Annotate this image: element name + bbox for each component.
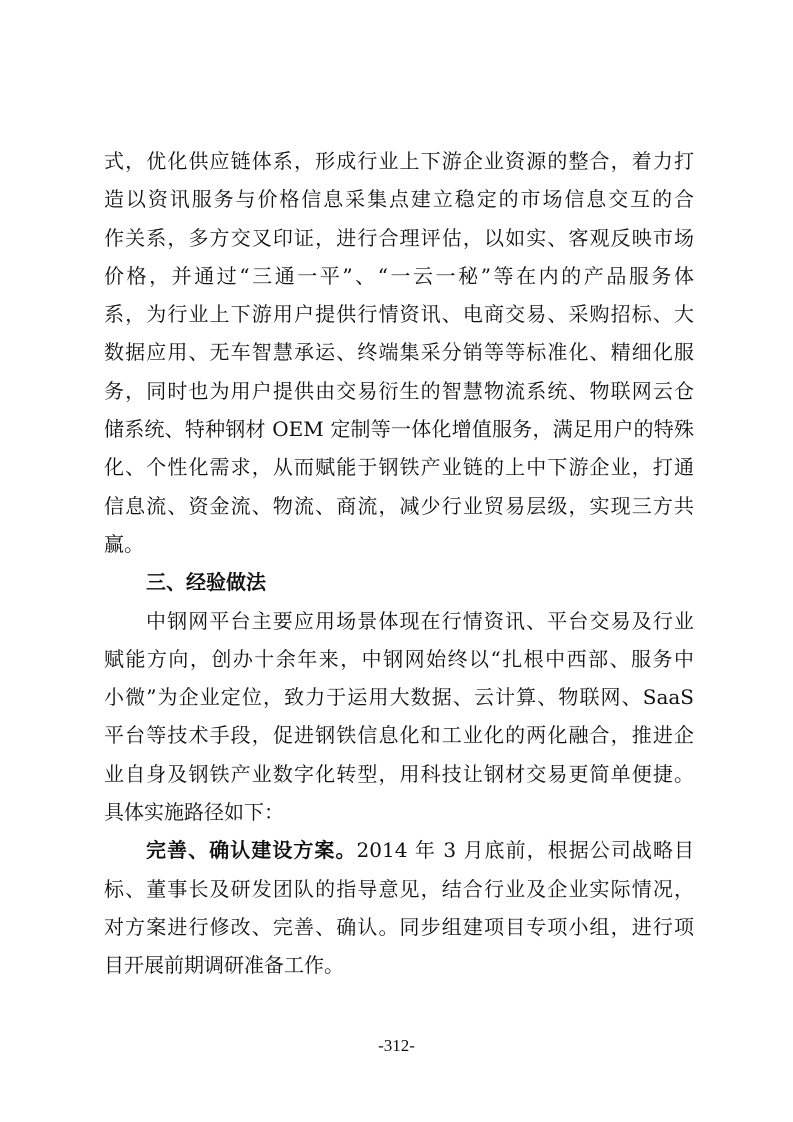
paragraph-line: 储系统、特种钢材 OEM 定制等一体化增值服务，满足用户的特殊 [104, 417, 694, 442]
paragraph-line: 信息流、资金流、物流、商流，减少行业贸易层级，实现三方共 [104, 493, 694, 518]
paragraph-line: 作关系，多方交叉印证，进行合理评估，以如实、客观反映市场 [104, 225, 694, 250]
section-heading: 三、经验做法 [146, 570, 266, 595]
plan-paragraph-line: 对方案进行修改、完善、确认。同步组建项目专项小组，进行项 [104, 914, 694, 939]
section-paragraph-line: 平台等技术手段，促进钢铁信息化和工业化的两化融合，推进企 [104, 723, 694, 748]
section-paragraph-line: 具体实施路径如下： [104, 800, 284, 825]
plan-paragraph-first-line [104, 831, 694, 869]
page-number: -312- [378, 1036, 415, 1055]
plan-paragraph-line: 标、董事长及研发团队的指导意见，结合行业及企业实际情况， [104, 876, 694, 901]
body-text [104, 142, 694, 985]
section-paragraph-line: 中钢网平台主要应用场景体现在行情资讯、平台交易及行业 [146, 608, 694, 633]
paragraph-line: 务，同时也为用户提供由交易衍生的智慧物流系统、物联网云仓 [104, 378, 694, 403]
section-paragraph-line: 小微”为企业定位，致力于运用大数据、云计算、物联网、SaaS [104, 685, 694, 710]
paragraph-line: 价格，并通过“三通一平”、“一云一秘”等在内的产品服务体 [104, 263, 694, 288]
plan-bold-lead: 完善、确认建设方案。 [146, 838, 357, 863]
paragraph-line: 赢。 [104, 531, 144, 556]
paragraph-line: 系，为行业上下游用户提供行情资讯、电商交易、采购招标、大 [104, 302, 694, 327]
paragraph-line: 数据应用、无车智慧承运、终端集采分销等等标准化、精细化服 [104, 340, 694, 365]
paragraph-line: 造以资讯服务与价格信息采集点建立稳定的市场信息交互的合 [104, 187, 694, 212]
section-paragraph-line: 业自身及钢铁产业数字化转型，用科技让钢材交易更简单便捷。 [104, 761, 694, 786]
paragraph-line: 式，优化供应链体系，形成行业上下游企业资源的整合，着力打 [104, 149, 694, 173]
paragraph-line: 化、个性化需求，从而赋能于钢铁产业链的上中下游企业，打通 [104, 455, 694, 480]
plan-first-line-rest: 2014 年 3 月底前，根据公司战略目 [356, 838, 694, 863]
plan-paragraph-line: 目开展前期调研准备工作。 [104, 953, 344, 978]
section-paragraph-line: 赋能方向，创办十余年来，中钢网始终以“扎根中西部、服务中 [104, 646, 694, 671]
